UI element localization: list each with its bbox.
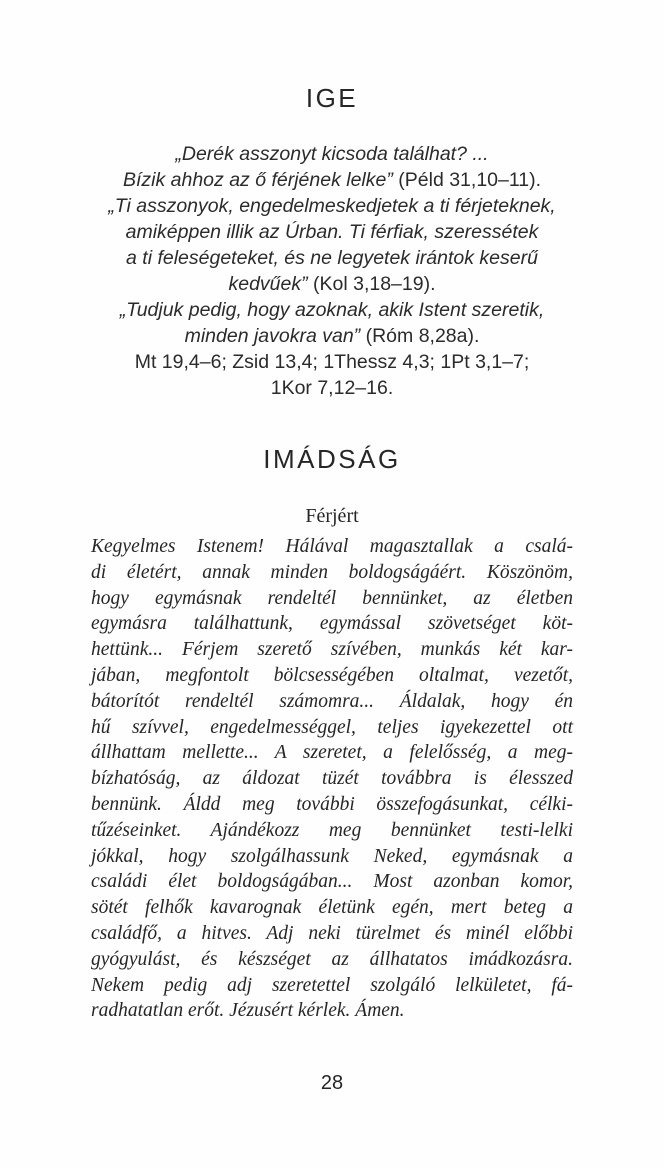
section-heading-ige: IGE <box>305 83 359 113</box>
prayer-line: hogy egymásnak rendeltél bennünket, az életben <box>91 587 573 609</box>
scripture-quote-segment: „Derék asszonyt kicsoda találhat? ... <box>175 143 489 165</box>
scripture-line <box>0 141 664 167</box>
scripture-line <box>0 193 664 219</box>
prayer-line: jában, megfontolt bölcsességében oltalmat, vezetőt, <box>91 664 573 686</box>
prayer-line: egymásra találhattunk, egymással szövetséget köt- <box>91 613 573 635</box>
prayer-line: tűzéseinket. Ajándékozz meg bennünket testi-lelki <box>91 819 573 841</box>
scripture-line <box>0 375 664 401</box>
scripture-quote-segment: minden javokra van” <box>184 325 361 347</box>
scripture-reference-segment: 1Kor 7,12–16. <box>270 377 394 399</box>
prayer-line: hű szívvel, engedelmességgel, teljes igyekezettel ott <box>91 716 573 738</box>
prayer-line: hettünk... Férjem szerető szívében, munkás két kar- <box>91 639 573 661</box>
section-heading-imadsag: IMÁDSÁG <box>263 444 401 474</box>
scripture-line <box>0 271 664 297</box>
scripture-quote-segment: kedvűek” <box>228 273 308 295</box>
scripture-quote-segment: a ti feleségeteket, és ne legyetek irántok keserű <box>126 247 538 269</box>
prayer-line: családi élet boldogságában... Most azonban komor, <box>91 871 573 893</box>
scripture-line <box>0 219 664 245</box>
prayer-line: bízhatóság, az áldozat tüzét továbbra is élesszed <box>91 768 573 790</box>
prayer-text <box>91 534 573 1024</box>
prayer-line: bennünk. Áldd meg további összefogásunkat, célki- <box>91 793 573 815</box>
prayer-line: di életért, annak minden boldogságáért. Köszönöm, <box>91 561 573 583</box>
prayer-line: Nekem pedig adj szeretettel szolgáló lelkületet, fá- <box>91 974 573 996</box>
prayer-line: családfő, a hitves. Adj neki türelmet és minél előbbi <box>91 922 573 944</box>
scripture-line <box>0 349 664 375</box>
scripture-quote-segment: amiképpen illik az Úrban. Ti férfiak, szeressétek <box>125 221 539 243</box>
prayer-line: sötét felhők kavarognak életünk egén, mert beteg a <box>91 897 573 919</box>
scripture-line <box>0 297 664 323</box>
scripture-line <box>0 245 664 271</box>
prayer-line: jókkal, hogy szolgálhassunk Neked, egymásnak a <box>91 845 573 867</box>
prayer-line: bátorítót rendeltél számomra... Áldalak, hogy én <box>91 690 573 712</box>
prayer-line: állhattam mellette... A szeretet, a felelősség, a meg- <box>91 742 573 764</box>
scripture-reference-segment: Mt 19,4–6; Zsid 13,4; 1Thessz 4,3; 1Pt 3,1–7; <box>134 351 530 373</box>
page-number: 28 <box>320 1072 344 1094</box>
scripture-quote-segment: „Ti asszonyok, engedelmeskedjetek a ti férjeteknek, <box>108 195 556 217</box>
scripture-reference-segment: (Péld 31,10–11). <box>392 169 542 191</box>
scripture-reference-segment: (Kol 3,18–19). <box>307 273 436 295</box>
scripture-block <box>0 141 664 401</box>
scripture-reference-segment: (Róm 8,28a). <box>360 325 480 347</box>
scripture-quote-segment: „Tudjuk pedig, hogy azoknak, akik Istent szeretik, <box>119 299 545 321</box>
scripture-line <box>0 167 664 193</box>
scripture-line <box>0 323 664 349</box>
scripture-quote-segment: Bízik ahhoz az ő férjének lelke” <box>122 169 393 191</box>
prayer-line: Kegyelmes Istenem! Hálával magasztallak a csalá- <box>91 536 573 557</box>
prayer-line: radhatatlan erőt. Jézusért kérlek. Ámen. <box>91 1000 405 1022</box>
prayer-subtitle: Férjért <box>305 505 359 527</box>
prayer-line: gyógyulást, és készséget az állhatatos imádkozásra. <box>91 948 573 970</box>
